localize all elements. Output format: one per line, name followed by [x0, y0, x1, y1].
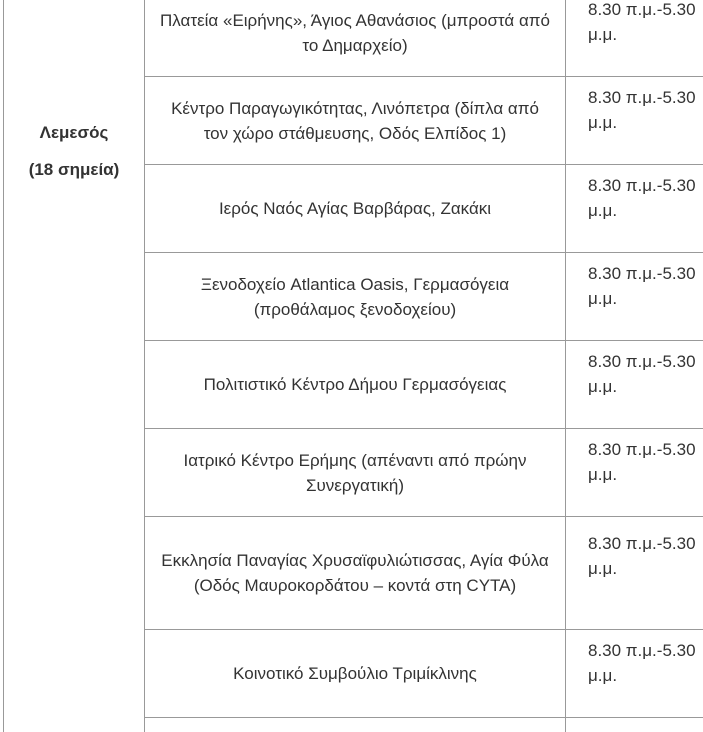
hours-line: 8.30 π.μ.-5.30 — [588, 0, 696, 19]
hours-cell — [566, 165, 703, 253]
region-name: Λεμεσός — [39, 123, 109, 142]
hours-line: μ.μ. — [588, 666, 618, 685]
location-cell — [145, 718, 566, 732]
region-count: (18 σημεία) — [28, 160, 120, 179]
hours-line: μ.μ. — [588, 559, 618, 578]
location-cell: Πολιτιστικό Κέντρο Δήμου Γερμασόγειας — [145, 341, 566, 429]
hours-line: μ.μ. — [588, 377, 618, 396]
hours-cell — [566, 341, 703, 429]
hours-line: μ.μ. — [588, 289, 618, 308]
hours-line: 8.30 π.μ.-5.30 — [588, 534, 696, 553]
table-row — [4, 0, 703, 77]
hours-line: μ.μ. — [588, 113, 618, 132]
location-cell: Εκκλησία Παναγίας Χρυσαϊφυλιώτισσας, Αγία Φύλα (Οδός Μαυροκορδάτου – κοντά στη CYTA) — [145, 517, 566, 630]
hours-cell — [566, 253, 703, 341]
hours-cell — [566, 517, 703, 630]
hours-line: 8.30 π.μ.-5.30 — [588, 440, 696, 459]
hours-line: 8.30 π.μ.-5.30 — [588, 264, 696, 283]
location-cell: Κοινοτικό Συμβούλιο Τριμίκλινης — [145, 630, 566, 718]
hours-cell — [566, 630, 703, 718]
location-cell: Ιατρικό Κέντρο Ερήμης (απέναντι από πρώην Συνεργατική) — [145, 429, 566, 517]
hours-cell — [566, 77, 703, 165]
vaccination-points-table — [3, 0, 703, 732]
hours-line: 8.30 π.μ.-5.30 — [588, 641, 696, 660]
hours-cell — [566, 718, 703, 732]
hours-line: 8.30 π.μ.-5.30 — [588, 352, 696, 371]
hours-line: 8.30 π.μ.-5.30 — [588, 176, 696, 195]
hours-line: μ.μ. — [588, 465, 618, 484]
hours-cell — [566, 429, 703, 517]
region-cell — [4, 0, 145, 732]
hours-cell — [566, 0, 703, 77]
location-cell: Κέντρο Παραγωγικότητας, Λινόπετρα (δίπλα από τον χώρο στάθμευσης, Οδός Ελπίδος 1) — [145, 77, 566, 165]
hours-line: 8.30 π.μ.-5.30 — [588, 88, 696, 107]
hours-line: μ.μ. — [588, 25, 618, 44]
location-cell: Ξενοδοχείο Atlantica Oasis, Γερμασόγεια (προθάλαμος ξενοδοχείου) — [145, 253, 566, 341]
location-cell: Ιερός Ναός Αγίας Βαρβάρας, Ζακάκι — [145, 165, 566, 253]
location-cell: Πλατεία «Ειρήνης», Άγιος Αθανάσιος (μπροστά από το Δημαρχείο) — [145, 0, 566, 77]
hours-line: μ.μ. — [588, 201, 618, 220]
